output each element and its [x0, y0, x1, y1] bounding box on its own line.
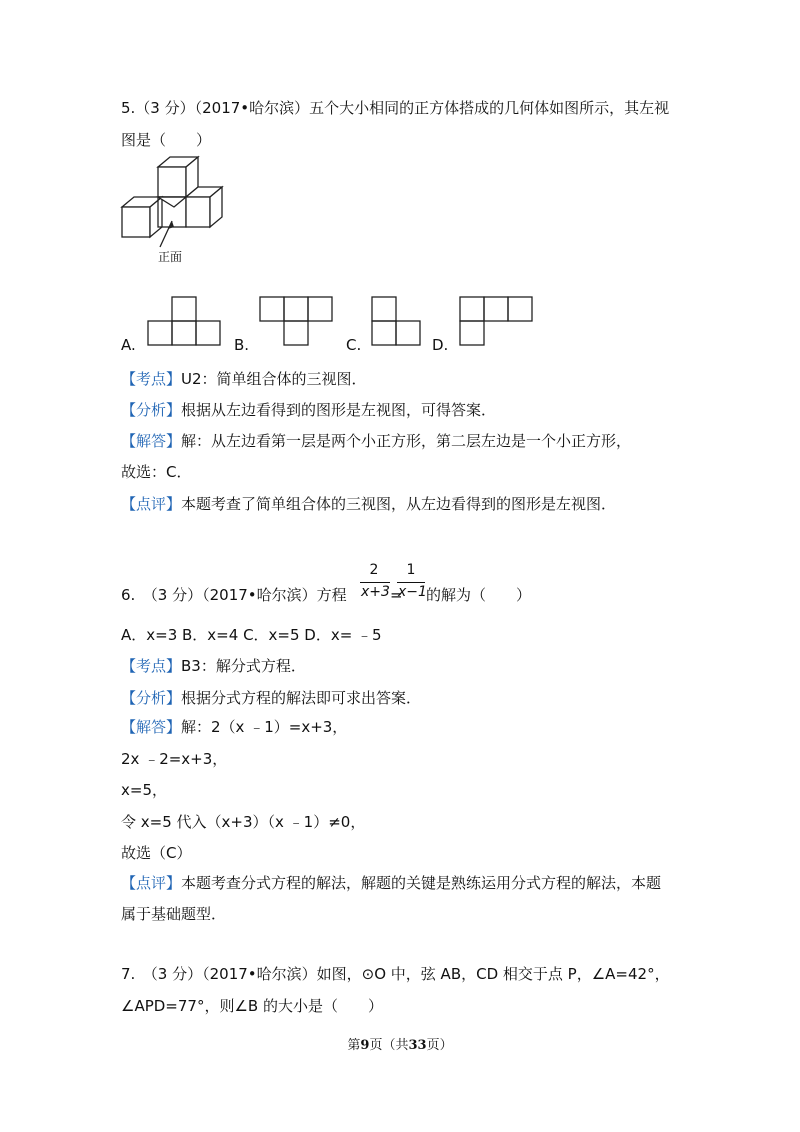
fenxi-text: 根据分式方程的解法即可求出答案．: [181, 689, 422, 707]
footer-page-number: 9: [360, 1038, 370, 1053]
q6-fenxi: [121, 687, 421, 709]
q6-frac2-numerator: 1: [406, 562, 416, 578]
q5-jieda-line2: 故选：C．: [121, 463, 192, 481]
q6-frac2-denominator: x−1: [398, 584, 427, 600]
q6-step2: x=5，: [121, 781, 167, 799]
dianping-tag: 【点评】: [121, 495, 182, 513]
q5-option-b-figure: [258, 296, 338, 348]
q5-front-label: 正面: [158, 250, 183, 264]
q6-frac1-denominator: x+3: [361, 584, 390, 600]
q5-option-c-figure: [370, 296, 430, 348]
footer-mid: 页（共: [369, 1038, 409, 1053]
q6-dianping-line2: 属于基础题型．: [121, 905, 227, 923]
footer-pre: 第: [347, 1038, 361, 1053]
q5-option-d-figure: [458, 296, 538, 348]
kaodian-tag: 【考点】: [121, 657, 182, 675]
jieda-text: 解：2（x ﹣1）=x+3，: [181, 718, 348, 736]
jieda-tag: 【解答】: [121, 432, 182, 450]
jieda-tag: 【解答】: [121, 718, 182, 736]
q6-stem-prefix: 6. （3 分）（2017•哈尔滨）方程: [121, 586, 347, 604]
dianping-text: 本题考查分式方程的解法，解题的关键是熟练运用分式方程的解法，本题: [181, 874, 662, 892]
q5-option-a-label: A.: [121, 336, 136, 354]
q6-jieda: [121, 716, 347, 738]
jieda-text: 解：从左边看第一层是两个小正方形，第二层左边是一个小正方形，: [181, 432, 632, 450]
fenxi-text: 根据从左边看得到的图形是左视图，可得答案．: [181, 401, 497, 419]
q5-stem-line2: 图是（ ）: [121, 131, 212, 149]
q5-option-c-label: C.: [346, 336, 362, 354]
q5-stem-line1: 5.（3 分）（2017•哈尔滨）五个大小相同的正方体搭成的几何体如图所示，其左视: [121, 99, 670, 117]
q6-options: A．x=3 B．x=4 C．x=5 D．x= ﹣5: [121, 626, 382, 644]
dianping-tag: 【点评】: [121, 874, 182, 892]
q6-step1: 2x ﹣2=x+3，: [121, 750, 228, 768]
q6-kaodian: [121, 655, 306, 677]
kaodian-text: B3：解分式方程．: [181, 657, 306, 675]
q7-stem-line2: ∠APD=77°，则∠B 的大小是（ ）: [121, 997, 383, 1015]
page-footer: [0, 1034, 800, 1053]
q6-frac1-bar: [360, 582, 390, 583]
q5-jieda: [121, 430, 631, 452]
q6-step3: 令 x=5 代入（x+3）（x ﹣1）≠0，: [121, 813, 366, 831]
q5-kaodian: [121, 368, 367, 390]
q7-stem-line1: 7. （3 分）（2017•哈尔滨）如图，⊙O 中，弦 AB，CD 相交于点 P，∠A=42°，: [121, 965, 670, 983]
q6-frac2-bar: [397, 582, 425, 583]
q5-option-d-label: D.: [432, 336, 449, 354]
fenxi-tag: 【分析】: [121, 689, 182, 707]
q5-option-a-figure: [146, 296, 226, 348]
dianping-text: 本题考查了简单组合体的三视图，从左边看得到的图形是左视图．: [181, 495, 617, 513]
q6-dianping: [121, 872, 661, 894]
fenxi-tag: 【分析】: [121, 401, 182, 419]
q6-stem-suffix: 的解为（ ）: [426, 586, 532, 604]
kaodian-tag: 【考点】: [121, 370, 182, 388]
q6-step4: 故选（C）: [121, 844, 192, 862]
footer-total-pages: 33: [408, 1038, 427, 1053]
kaodian-text: U2：简单组合体的三视图．: [181, 370, 367, 388]
q6-frac1-numerator: 2: [369, 562, 379, 578]
q5-fenxi: [121, 399, 496, 421]
q5-dianping: [121, 493, 616, 515]
footer-post: 页）: [426, 1038, 453, 1053]
q6-equals: =: [390, 586, 403, 604]
q5-option-b-label: B.: [234, 336, 250, 354]
